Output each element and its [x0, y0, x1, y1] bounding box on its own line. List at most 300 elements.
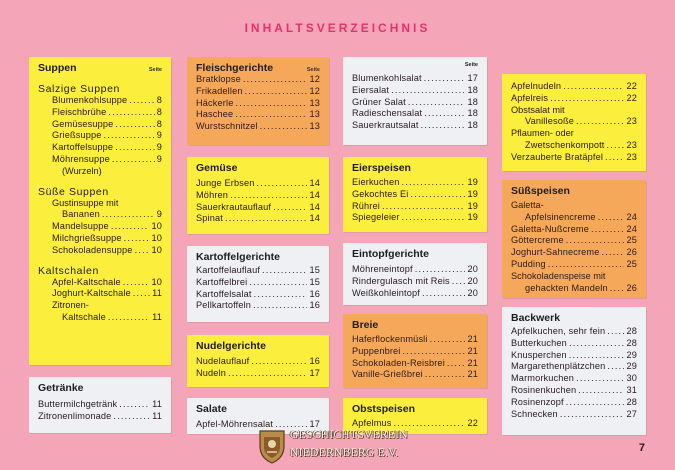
- entry-name: Schokoladen-Reisbrei: [352, 357, 445, 368]
- leader-dots: [410, 189, 465, 201]
- section-title: Getränke: [38, 382, 84, 394]
- entry-page: 19: [467, 200, 478, 211]
- entry-name: Möhrensuppe: [52, 153, 110, 164]
- toc-entry: [196, 190, 320, 202]
- entry-name: Rosinenkuchen: [511, 384, 577, 395]
- toc-entry: [196, 178, 320, 190]
- entry-name: Zitronenlimonade: [38, 410, 112, 421]
- toc-entry: [511, 385, 637, 397]
- gemuese-section: [187, 157, 329, 234]
- section-title: Suppen: [38, 62, 77, 74]
- section-title: Eintopfgerichte: [352, 248, 430, 260]
- leader-dots: [230, 190, 307, 202]
- entry-page: 8: [156, 106, 162, 117]
- entry-page: 19: [467, 212, 478, 223]
- entry-name: Gemüsesuppe: [52, 118, 114, 129]
- entry-name: Pellkartoffeln: [196, 300, 252, 311]
- section-title: Backwerk: [511, 312, 561, 324]
- entry-name: Rührei: [352, 200, 380, 211]
- entry-page: 20: [467, 275, 478, 286]
- entry-page: 17: [309, 367, 320, 378]
- entry-name: Frikadellen: [196, 85, 243, 96]
- toc-entry: [352, 346, 478, 358]
- toc-entry: [352, 189, 478, 201]
- toc-entry: [352, 177, 478, 189]
- entry-name: Marmorkuchen: [511, 373, 575, 384]
- leader-dots: [225, 213, 308, 225]
- entry-name: Haferflockenmüsli: [352, 334, 428, 344]
- toc-entry: [38, 209, 162, 221]
- toc-entry: [196, 300, 320, 312]
- subsection-title: Kaltschalen: [38, 264, 99, 277]
- leader-dots: [602, 247, 625, 259]
- leader-dots: [598, 212, 625, 224]
- leader-dots: [243, 74, 308, 86]
- entry-name: Schnecken: [511, 408, 558, 419]
- leader-dots: [382, 201, 466, 213]
- entry-name: Joghurt-Kaltschale: [52, 288, 131, 299]
- entry-page: 21: [467, 357, 478, 368]
- entry-page: 28: [626, 326, 637, 336]
- toc-entry: [196, 356, 320, 368]
- leader-dots: [591, 224, 625, 236]
- entry-page: 8: [156, 95, 162, 105]
- entry-page: 9: [156, 153, 162, 164]
- entry-name: Apfelnudeln: [511, 81, 562, 91]
- toc-entry: [511, 409, 637, 421]
- entry-name: Gekochtes Ei: [352, 188, 409, 199]
- entry-page: 20: [467, 264, 478, 274]
- entry-name: Kartoffelauflauf: [196, 265, 261, 275]
- leader-dots: [408, 97, 466, 109]
- entry-name: Pudding: [511, 258, 546, 269]
- leader-dots: [424, 73, 466, 85]
- entry-name: Radieschensalat: [352, 108, 423, 119]
- entry-page: 21: [467, 345, 478, 356]
- toc-entry: [511, 259, 637, 271]
- entry-page: 22: [467, 418, 478, 428]
- entry-name: Apfel-Möhrensalat: [196, 419, 274, 429]
- entry-name: gehackten Mandeln: [525, 282, 608, 293]
- coat-of-arms-icon: [258, 428, 286, 464]
- entry-name: Eiersalat: [352, 84, 390, 95]
- entry-name: Nudeln: [196, 367, 227, 378]
- toc-entry: [38, 142, 162, 154]
- leader-dots: [422, 288, 466, 300]
- leader-dots: [424, 108, 465, 120]
- leader-dots: [401, 177, 465, 189]
- leader-dots: [228, 368, 307, 380]
- toc-entry: [511, 247, 637, 259]
- toc-entry: [352, 212, 478, 224]
- entry-page: 9: [156, 142, 162, 153]
- entry-page: 30: [626, 373, 637, 384]
- leader-dots: [129, 95, 154, 107]
- toc-entry: [511, 350, 637, 362]
- leader-dots: [253, 300, 307, 312]
- entry-page: 31: [626, 384, 637, 395]
- toc-entry: [38, 95, 162, 107]
- leader-dots: [113, 411, 150, 423]
- section-title: Kartoffelgerichte: [196, 251, 281, 263]
- toc-entry: [511, 397, 637, 409]
- entry-page: 14: [309, 213, 320, 224]
- entry-name: Grüner Salat: [352, 96, 406, 107]
- entry-continuation: Galetta-: [511, 200, 544, 210]
- entry-name: Möhreneintopf: [352, 264, 413, 274]
- entry-name: Puppenbrei: [352, 345, 401, 356]
- leader-dots: [560, 409, 625, 421]
- seite-label: Seite: [148, 67, 162, 73]
- entry-page: 14: [309, 201, 320, 212]
- toc-entry: [38, 107, 162, 119]
- entry-page: 27: [626, 408, 637, 419]
- toc-entry: [38, 288, 162, 300]
- entry-page: 26: [626, 247, 637, 258]
- breie-section: [343, 314, 487, 388]
- entry-page: 17: [467, 73, 478, 83]
- leader-dots: [249, 277, 307, 289]
- leader-dots: [124, 233, 150, 245]
- toc-entry: [196, 213, 320, 225]
- entry-name: Kartoffelsalat: [196, 288, 252, 299]
- entry-page: 15: [309, 265, 320, 275]
- entry-name: Mandelsuppe: [52, 221, 109, 232]
- leader-dots: [548, 259, 625, 271]
- entry-page: 26: [626, 282, 637, 293]
- entry-name: Schokoladensuppe: [52, 244, 133, 255]
- leader-dots: [112, 154, 155, 166]
- entry-page: 10: [151, 244, 162, 255]
- entry-name: Kaltschale: [62, 311, 106, 322]
- entry-name: Sauerkrautsalat: [352, 120, 419, 131]
- entry-name: Rindergulasch mit Reis: [352, 275, 450, 286]
- entry-page: 19: [467, 177, 478, 187]
- toc-entry: [196, 121, 320, 133]
- leader-dots: [262, 265, 307, 277]
- toc-entry: [511, 116, 637, 128]
- entry-page: 16: [309, 356, 320, 366]
- entry-continuation: Obstsalat mit: [511, 104, 565, 115]
- entry-page: 23: [626, 139, 637, 150]
- leader-dots: [102, 209, 155, 221]
- toc-entry: [352, 85, 478, 97]
- leader-dots: [452, 276, 466, 288]
- section-title: Obstspeisen: [352, 403, 416, 415]
- leader-dots: [235, 98, 307, 110]
- entry-name: Kartoffelsuppe: [52, 142, 114, 153]
- entry-page: 13: [309, 109, 320, 120]
- toc-entry: [196, 289, 320, 301]
- entry-page: 23: [626, 151, 637, 162]
- toc-entry: [38, 119, 162, 131]
- getraenke-section: [29, 377, 171, 433]
- leader-dots: [257, 178, 308, 190]
- entry-page: 9: [156, 130, 162, 141]
- toc-entry: [38, 312, 162, 324]
- toc-entry: [196, 98, 320, 110]
- leader-dots: [273, 202, 307, 214]
- toc-entry: [352, 201, 478, 213]
- entry-page: 9: [156, 209, 162, 220]
- leader-dots: [610, 283, 625, 295]
- entry-page: 21: [467, 334, 478, 344]
- entry-page: 25: [626, 258, 637, 269]
- leader-dots: [108, 107, 154, 119]
- toc-entry: [38, 399, 162, 411]
- logo-line-2: NIEDERNBERG E.V.: [290, 447, 399, 459]
- leader-dots: [430, 334, 466, 346]
- toc-entry: [38, 245, 162, 257]
- toc-entry: [196, 277, 320, 289]
- toc-entry: [38, 221, 162, 233]
- leader-dots: [391, 85, 465, 97]
- entry-page: 18: [467, 108, 478, 119]
- toc-entry: [352, 73, 478, 85]
- entry-name: Apfelkuchen, sehr fein: [511, 326, 606, 336]
- entry-name: Bratklopse: [196, 74, 241, 84]
- entry-name: Apfel-Kaltschale: [52, 276, 121, 287]
- toc-entry: [511, 93, 637, 105]
- toc-entry: [352, 97, 478, 109]
- section-title: Nudelgerichte: [196, 340, 267, 352]
- toc-entry: [352, 288, 478, 300]
- entry-name: Verzauberte Bratäpfel: [511, 151, 604, 162]
- toc-entry: [511, 140, 637, 152]
- entry-name: Fleischbrühe: [52, 106, 107, 117]
- entry-continuation: Pflaumen- oder: [511, 128, 574, 139]
- toc-entry: [38, 233, 162, 245]
- entry-continuation: Gustinsuppe mit: [52, 197, 119, 208]
- toc-entry: [38, 154, 162, 166]
- entry-page: 17: [309, 419, 320, 429]
- entry-name: Häckerle: [196, 97, 234, 108]
- section-title: Breie: [352, 319, 379, 331]
- entry-name: Milchgrießsuppe: [52, 232, 122, 243]
- suppen-section: [29, 57, 171, 365]
- entry-name: Butterkuchen: [511, 337, 567, 348]
- toc-entry: [511, 152, 637, 164]
- toc-entry: [511, 326, 637, 338]
- leader-dots: [402, 212, 466, 224]
- toc-entry: [352, 264, 478, 276]
- page-number: 7: [638, 442, 645, 454]
- geschichtsverein-logo: [258, 428, 433, 466]
- leader-dots: [254, 289, 308, 301]
- section-title: Gemüse: [196, 162, 238, 174]
- entry-name: Junge Erbsen: [196, 178, 255, 188]
- entry-page: 12: [309, 85, 320, 96]
- leader-dots: [569, 338, 625, 350]
- toc-entry: [196, 368, 320, 380]
- leader-dots: [135, 245, 150, 257]
- entry-page: 11: [152, 399, 162, 409]
- entry-page: 8: [156, 118, 162, 129]
- leader-dots: [607, 326, 624, 338]
- toc-entry: [196, 109, 320, 121]
- entry-name: Kartoffelbrei: [196, 276, 248, 287]
- leader-dots: [245, 86, 308, 98]
- entry-page: 24: [626, 223, 637, 234]
- leader-dots: [133, 288, 150, 300]
- toc-entry: [352, 334, 478, 346]
- leader-dots: [576, 373, 624, 385]
- leader-dots: [566, 235, 625, 247]
- eier-section: [343, 157, 487, 232]
- entry-name: Galetta-Nußcreme: [511, 223, 589, 234]
- entry-page: 11: [152, 311, 162, 322]
- entry-page: 29: [626, 349, 637, 360]
- entry-name: Eierkuchen: [352, 177, 400, 187]
- nudel-section: [187, 335, 329, 387]
- leader-dots: [115, 142, 155, 154]
- leader-dots: [415, 264, 466, 276]
- logo-line-1: GESCHICHTSVEREIN: [290, 429, 408, 441]
- eintopf-section: [343, 243, 487, 305]
- toc-entry: [511, 338, 637, 350]
- leader-dots: [235, 109, 307, 121]
- leader-dots: [576, 116, 624, 128]
- subsection-title: Süße Suppen: [38, 185, 109, 198]
- entry-page: 28: [626, 396, 637, 407]
- entry-name: Vanille-Grießbrei: [352, 369, 423, 380]
- entry-name: Apfelmus: [352, 418, 392, 428]
- toc-entry: [196, 202, 320, 214]
- entry-name: Bananen: [62, 209, 100, 220]
- subsection-title: Salzige Suppen: [38, 83, 120, 95]
- leader-dots: [447, 358, 466, 370]
- entry-name: Weißkohleintopf: [352, 287, 420, 298]
- entry-page: 15: [309, 276, 320, 287]
- leader-dots: [403, 346, 466, 358]
- entry-continuation: (Wurzeln): [62, 165, 102, 176]
- page-title: INHALTSVERZEICHNIS: [244, 21, 431, 35]
- entry-name: Göttercreme: [511, 235, 564, 246]
- leader-dots: [563, 81, 624, 93]
- entry-name: Wurstschnitzel: [196, 121, 258, 132]
- fleisch-section: [187, 57, 329, 145]
- entry-name: Rosinenzopf: [511, 396, 564, 407]
- entry-name: Knusperchen: [511, 349, 567, 360]
- entry-name: Haschee: [196, 109, 234, 120]
- entry-name: Apfelreis: [511, 92, 549, 103]
- toc-entry: [352, 358, 478, 370]
- toc-entry: [511, 235, 637, 247]
- toc-entry: [38, 130, 162, 142]
- entry-page: 11: [152, 288, 162, 299]
- entry-page: 22: [626, 81, 637, 91]
- leader-dots: [119, 399, 150, 411]
- back-section: [502, 307, 646, 435]
- entry-page: 20: [467, 287, 478, 298]
- entry-name: Zwetschenkompott: [525, 139, 605, 150]
- entry-continuation: Zitronen-: [52, 300, 89, 311]
- leader-dots: [607, 361, 624, 373]
- entry-page: 16: [309, 288, 320, 299]
- toc-entry: [511, 283, 637, 295]
- salate-continued-section: [343, 57, 487, 145]
- entry-page: 14: [309, 178, 320, 188]
- leader-dots: [607, 140, 625, 152]
- leader-dots: [251, 356, 307, 368]
- entry-name: Grießsuppe: [52, 130, 102, 141]
- entry-name: Joghurt-Sahnecreme: [511, 247, 600, 258]
- entry-name: Nudelauflauf: [196, 356, 250, 366]
- entry-page: 18: [467, 84, 478, 95]
- entry-name: Sauerkrautauflauf: [196, 201, 272, 212]
- section-title: Eierspeisen: [352, 162, 411, 174]
- entry-page: 18: [467, 96, 478, 107]
- entry-page: 22: [626, 92, 637, 103]
- section-title: Salate: [196, 403, 227, 415]
- toc-entry: [196, 265, 320, 277]
- leader-dots: [425, 369, 466, 381]
- leader-dots: [115, 119, 154, 131]
- toc-entry: [511, 212, 637, 224]
- entry-page: 23: [626, 116, 637, 127]
- entry-page: 14: [309, 189, 320, 200]
- section-title: Süßspeisen: [511, 185, 570, 197]
- entry-page: 29: [626, 361, 637, 372]
- entry-name: Apfelsinencreme: [525, 211, 596, 222]
- entry-page: 25: [626, 235, 637, 246]
- entry-continuation: Schokoladenspeise mit: [511, 270, 606, 281]
- entry-name: Vanillesoße: [525, 116, 574, 127]
- seite-label: Seite: [306, 67, 320, 73]
- toc-entry: [352, 369, 478, 381]
- entry-name: Buttermilchgetränk: [38, 399, 118, 409]
- entry-page: 16: [309, 300, 320, 311]
- entry-name: Margarethenplätzchen: [511, 361, 606, 372]
- entry-name: Spinat: [196, 213, 223, 224]
- entry-name: Spiegeleier: [352, 212, 400, 223]
- entry-page: 28: [626, 337, 637, 348]
- entry-page: 10: [151, 232, 162, 243]
- leader-dots: [569, 350, 625, 362]
- toc-entry: [352, 276, 478, 288]
- entry-page: 13: [309, 97, 320, 108]
- entry-page: 19: [467, 188, 478, 199]
- kartoffel-section: [187, 246, 329, 322]
- toc-entry: [511, 373, 637, 385]
- toc-entry: [196, 74, 320, 86]
- toc-entry: [511, 224, 637, 236]
- entry-page: 10: [151, 221, 162, 232]
- leader-dots: [111, 221, 150, 233]
- obst-continued-section: [502, 74, 646, 171]
- toc-entry: [196, 86, 320, 98]
- leader-dots: [566, 397, 625, 409]
- leader-dots: [123, 277, 150, 289]
- leader-dots: [260, 121, 308, 133]
- leader-dots: [578, 385, 624, 397]
- entry-name: Blumenkohlsalat: [352, 73, 422, 83]
- leader-dots: [421, 120, 466, 132]
- entry-page: 10: [151, 276, 162, 287]
- toc-entry: [511, 361, 637, 373]
- toc-entry: [38, 277, 162, 289]
- toc-entry: [38, 411, 162, 423]
- entry-page: 12: [309, 74, 320, 84]
- entry-name: Blumenkohlsuppe: [52, 95, 128, 105]
- section-title: Fleischgerichte: [196, 62, 274, 74]
- leader-dots: [550, 93, 624, 105]
- entry-name: Möhren: [196, 189, 229, 200]
- leader-dots: [104, 130, 155, 142]
- seite-label: Seite: [464, 62, 478, 68]
- entry-page: 11: [152, 410, 162, 421]
- entry-page: 24: [626, 211, 637, 222]
